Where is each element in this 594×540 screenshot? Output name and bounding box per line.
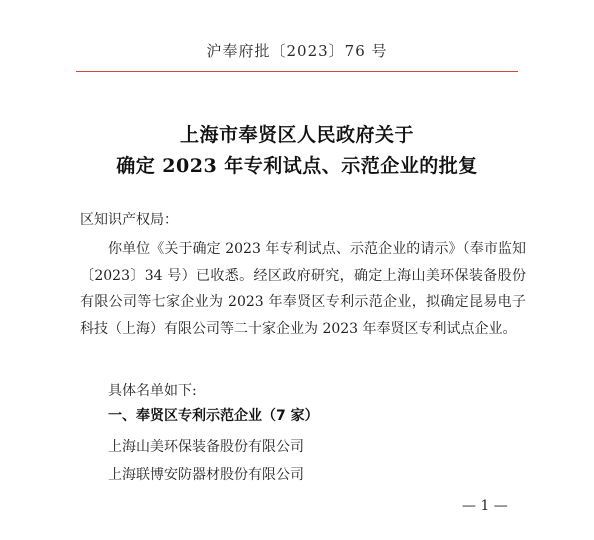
- list-intro: 具体名单如下:: [108, 383, 197, 399]
- company-list-item: 上海山美环保装备股份有限公司: [108, 439, 304, 455]
- document-title-line-1: 上海市奉贤区人民政府关于: [179, 124, 414, 146]
- page-number: — 1 —: [462, 498, 508, 514]
- document-number: 沪奉府批〔2023〕76 号: [206, 42, 388, 60]
- body-paragraph: 你单位《关于确定 2023 年专利试点、示范企业的请示》（奉市监知〔2023〕34 号）已收悉。经区政府研究，确定上海山美环保装备股份有限公司等七家企业为 2023 年奉贤区专利示范企业，拟确定昆易电子科技（上海）有限公司等二十家企业为 2023 年奉贤区专利试点企业。: [80, 241, 526, 337]
- company-list-item: 上海联博安防器材股份有限公司: [108, 467, 304, 483]
- addressee: 区知识产权局：: [80, 212, 178, 228]
- red-separator-line: [76, 71, 518, 72]
- document-title-line-2: 确定 2023 年专利试点、示范企业的批复: [116, 155, 478, 177]
- section-heading-demonstration-enterprises: 一、奉贤区专利示范企业（7 家）: [108, 408, 319, 424]
